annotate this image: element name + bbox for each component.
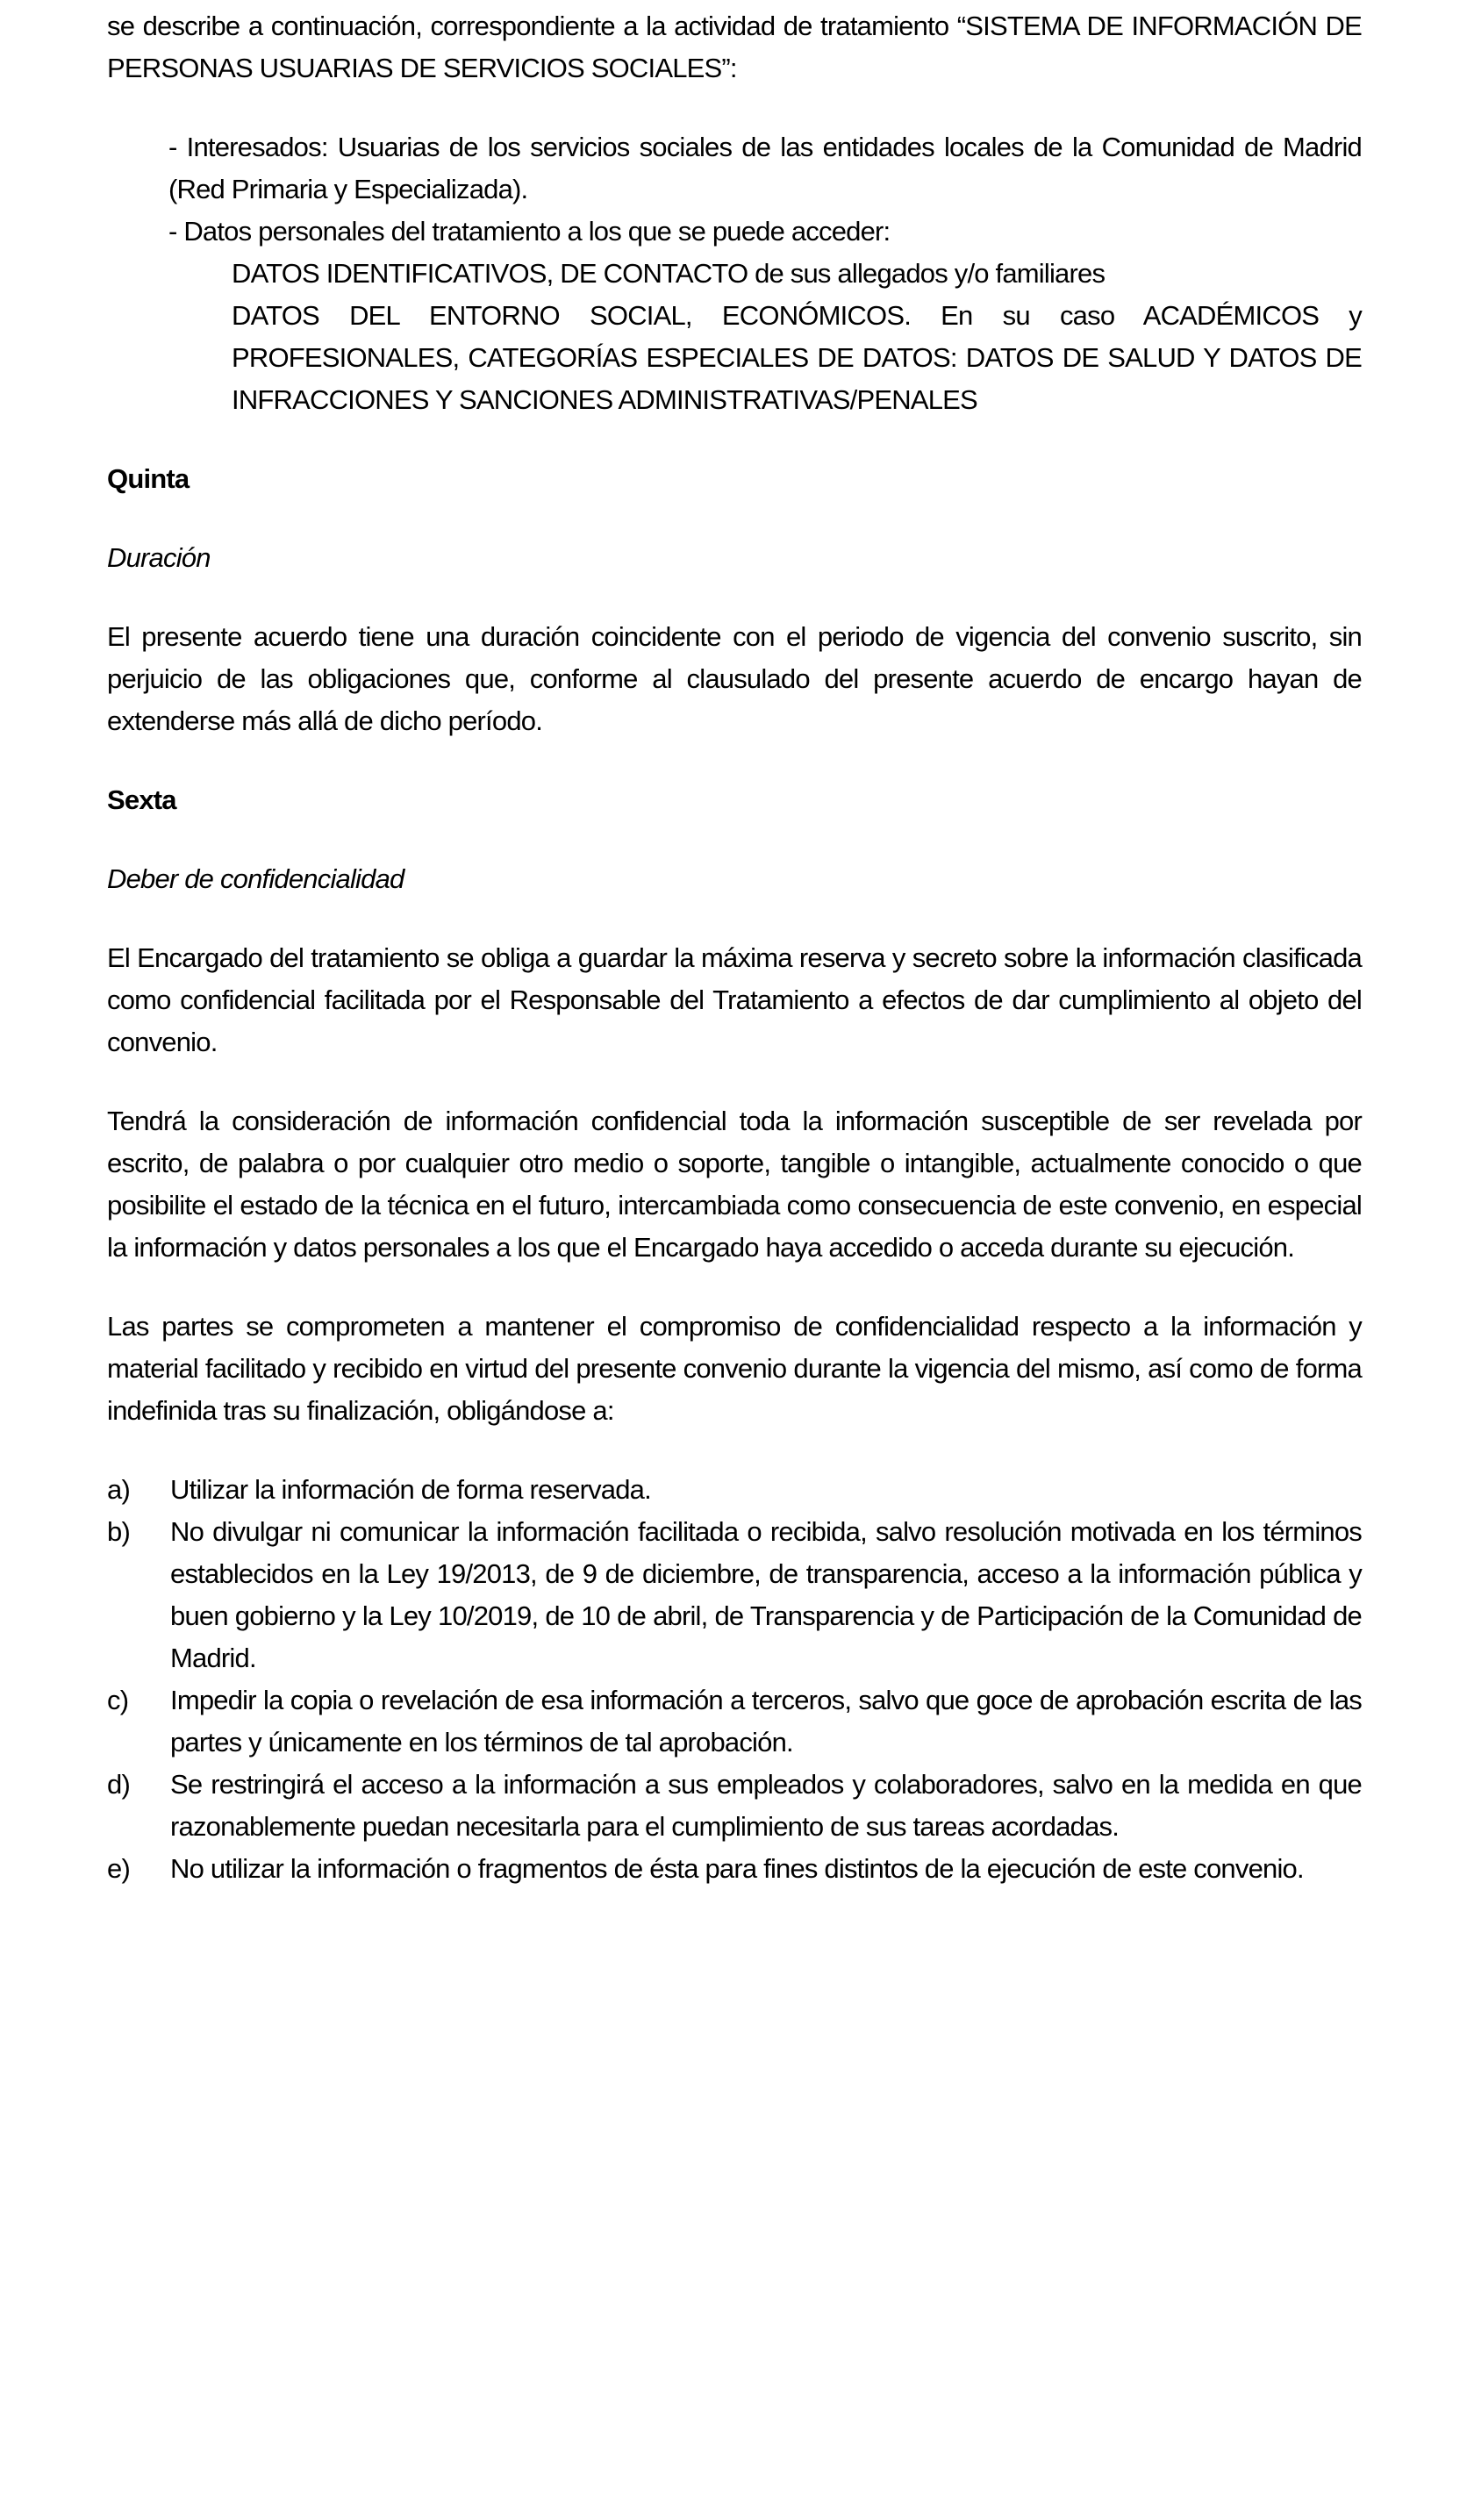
- interesados-item: - Interesados: Usuarias de los servicios sociales de las entidades locales de la Comunidad de Madrid (Red Primaria y Especializada).: [168, 132, 1362, 204]
- list-marker: a): [107, 1474, 130, 1505]
- section-subheading-confidencialidad: Deber de confidencialidad: [107, 863, 404, 894]
- obligations-list: [107, 1469, 1362, 1890]
- list-marker: d): [107, 1769, 130, 1800]
- sexta-paragraph-1: El Encargado del tratamiento se obliga a guardar la máxima reserva y secreto sobre la información clasificada como confidencial facilitada por el Responsable del Tratamiento a efectos de dar cumplimiento al objeto del convenio.: [107, 942, 1362, 1057]
- intro-paragraph: se describe a continuación, correspondiente a la actividad de tratamiento “SISTEMA DE INFORMACIÓN DE PERSONAS USUARIAS DE SERVICIOS SOCIALES”:: [107, 11, 1362, 83]
- list-item: [107, 1848, 1362, 1890]
- list-item: [107, 1511, 1362, 1679]
- sexta-paragraph-2: Tendrá la consideración de información confidencial toda la información susceptible de ser revelada por escrito, de palabra o por cualquier otro medio o soporte, tangible o intangible, actualmente conocido o que posibilite el estado de la técnica en el futuro, intercambiada como consecuencia de este convenio, en especial la información y datos personales a los que el Encargado haya accedido o acceda durante su ejecución.: [107, 1106, 1362, 1263]
- datos-line-1: DATOS IDENTIFICATIVOS, DE CONTACTO de sus allegados y/o familiares: [232, 258, 1106, 289]
- list-marker: b): [107, 1516, 130, 1547]
- list-marker: e): [107, 1853, 130, 1884]
- list-item: [107, 1764, 1362, 1848]
- list-marker: c): [107, 1685, 129, 1715]
- list-item-text: No divulgar ni comunicar la información facilitada o recibida, salvo resolución motivada en los términos establecidos en la Ley 19/2013, de 9 de diciembre, de transparencia, acceso a la información pública y buen gobierno y la Ley 10/2019, de 10 de abril, de Transparencia y de Participación de la Comunidad de Madrid.: [170, 1516, 1362, 1673]
- quinta-paragraph-1: El presente acuerdo tiene una duración coincidente con el periodo de vigencia del convenio suscrito, sin perjuicio de las obligaciones que, conforme al clausulado del presente acuerdo de encargo hayan de extenderse más allá de dicho período.: [107, 621, 1362, 736]
- list-item-text: Impedir la copia o revelación de esa información a terceros, salvo que goce de aprobación escrita de las partes y únicamente en los términos de tal aprobación.: [170, 1685, 1362, 1758]
- treatment-details: [107, 126, 1362, 421]
- list-item: [107, 1469, 1362, 1511]
- list-item-text: Se restringirá el acceso a la información a sus empleados y colaboradores, salvo en la medida en que razonablemente puedan necesitarla para el cumplimiento de sus tareas acordadas.: [170, 1769, 1362, 1842]
- datos-intro-item: - Datos personales del tratamiento a los que se puede acceder:: [168, 216, 891, 247]
- document-page: [107, 5, 1362, 1890]
- list-item-text: Utilizar la información de forma reservada.: [170, 1474, 651, 1505]
- sexta-paragraph-3: Las partes se comprometen a mantener el compromiso de confidencialidad respecto a la información y material facilitado y recibido en virtud del presente convenio durante la vigencia del mismo, así como de forma indefinida tras su finalización, obligándose a:: [107, 1311, 1362, 1426]
- section-heading-sexta: Sexta: [107, 784, 176, 815]
- list-item: [107, 1679, 1362, 1764]
- list-item-text: No utilizar la información o fragmentos de ésta para fines distintos de la ejecución de este convenio.: [170, 1853, 1304, 1884]
- datos-line-2: DATOS DEL ENTORNO SOCIAL, ECONÓMICOS. En su caso ACADÉMICOS y PROFESIONALES, CATEGORÍAS ESPECIALES DE DATOS: DATOS DE SALUD Y DATOS DE INFRACCIONES Y SANCIONES ADMINISTRATIVAS/PENALES: [232, 300, 1362, 415]
- section-subheading-duracion: Duración: [107, 542, 211, 573]
- section-heading-quinta: Quinta: [107, 463, 190, 494]
